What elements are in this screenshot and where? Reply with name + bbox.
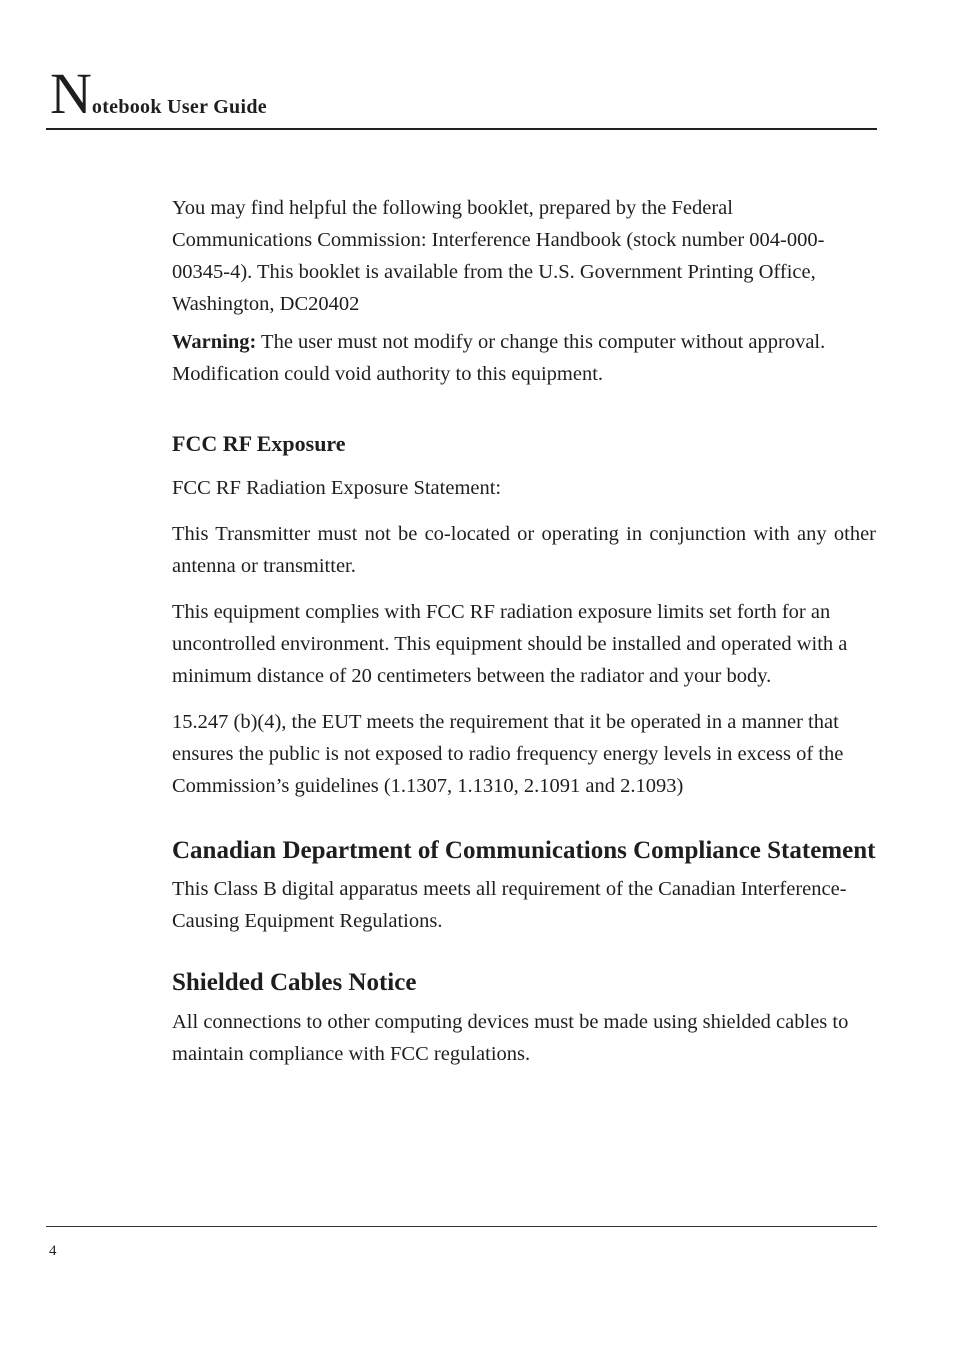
header-title (50, 61, 267, 126)
fcc-rf-paragraph-limits: This equipment complies with FCC RF radiation exposure limits set forth for an uncontrolled environment. This equipment should be installed and operated with a minimum distance of 20 centimeters between the radiator and your body. (172, 601, 848, 687)
canadian-compliance-heading: Canadian Department of Communications Compliance Statement (172, 837, 876, 864)
warning-text: The user must not modify or change this computer without approval. Modification could void authority to this equipment. (172, 331, 826, 385)
shielded-cables-heading: Shielded Cables Notice (172, 969, 417, 996)
header-title-text: otebook User Guide (91, 96, 267, 118)
shielded-cables-paragraph: All connections to other computing devices must be made using shielded cables to maintain compliance with FCC regulations. (172, 1011, 849, 1065)
header-title-initial: N (50, 61, 92, 126)
fcc-rf-paragraph-colocation: This Transmitter must not be co-located or operating in conjunction with any other antenna or transmitter. (172, 523, 876, 577)
canadian-compliance-paragraph: This Class B digital apparatus meets all requirement of the Canadian Interference-Causing Equipment Regulations. (172, 878, 847, 932)
fcc-rf-paragraph-eut: 15.247 (b)(4), the EUT meets the requirement that it be operated in a manner that ensures the public is not exposed to radio frequency energy levels in excess of the Commission’s guidelines (1.1307, 1.1310, 2.1091 and 2.1093) (172, 711, 844, 797)
footer-divider (46, 1226, 877, 1227)
fcc-rf-statement-title: FCC RF Radiation Exposure Statement: (172, 477, 502, 499)
warning-label: Warning: (172, 331, 257, 353)
warning-paragraph (172, 326, 876, 390)
page-header (46, 61, 877, 130)
page-number: 4 (49, 1243, 57, 1259)
fcc-rf-exposure-heading: FCC RF Exposure (172, 431, 346, 456)
intro-paragraph: You may find helpful the following booklet, prepared by the Federal Communications Commission: Interference Handbook (stock number 004-000-00345-4). This booklet is available from the U.S. Government Printing Office, Washington, DC20402 (172, 197, 825, 315)
page-content (172, 192, 876, 1070)
header-divider (46, 128, 877, 130)
